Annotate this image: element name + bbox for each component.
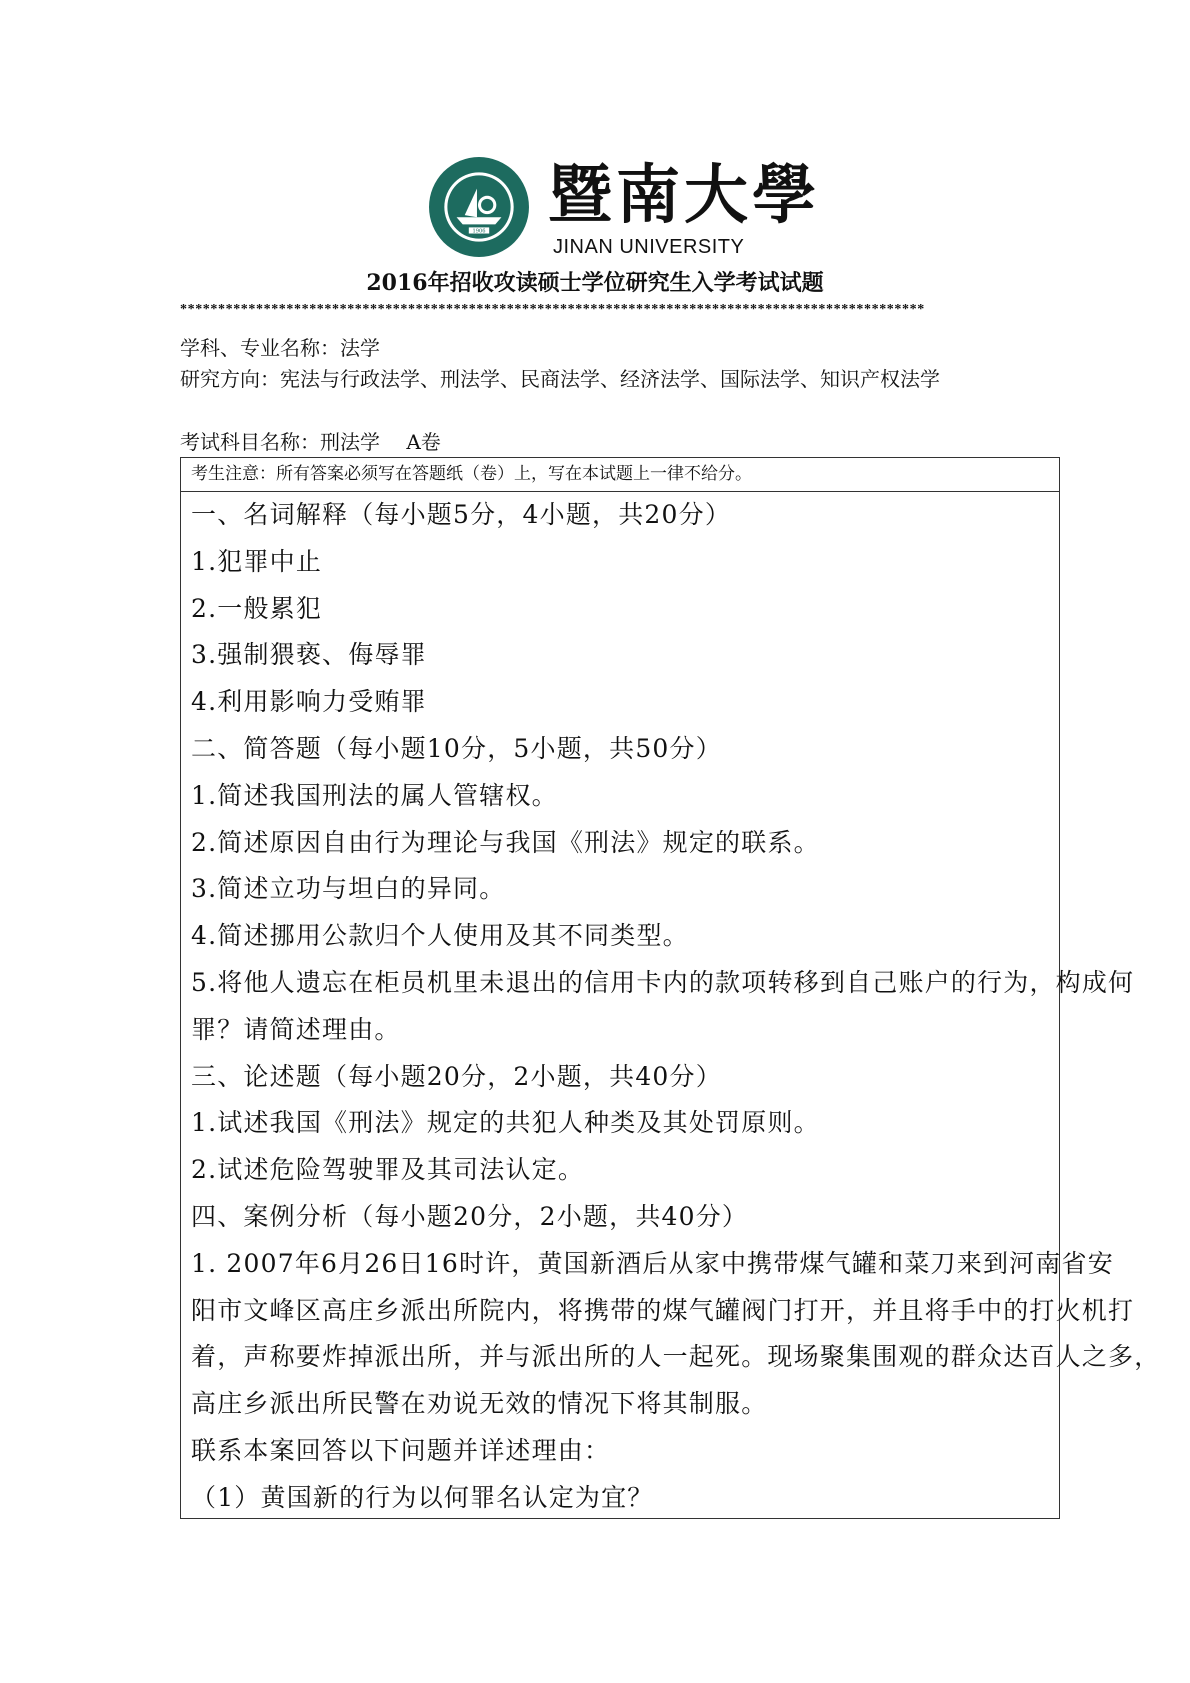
question-line: 3.强制猥亵、侮辱罪 xyxy=(191,640,427,670)
question-line: 一、名词解释（每小题5分，4小题，共20分） xyxy=(191,500,732,529)
question-line: 联系本案回答以下问题并详述理由： xyxy=(191,1435,611,1465)
question-line: 5.将他人遗忘在柜员机里未退出的信用卡内的款项转移到自己账户的行为，构成何 xyxy=(191,967,1135,997)
question-line: 4.简述挪用公款归个人使用及其不同类型。 xyxy=(191,921,689,951)
question-line: 1.简述我国刑法的属人管辖权。 xyxy=(191,780,558,810)
question-line: 2.一般累犯 xyxy=(191,593,323,623)
question-line: 3.简述立功与坦白的异同。 xyxy=(191,874,506,904)
exam-title: 2016年招收攻读硕士学位研究生入学考试试题 xyxy=(366,270,824,296)
exam-subject: 考试科目名称：刑法学 A卷 xyxy=(180,430,441,454)
question-line: 1. 2007年6月26日16时许，黄国新酒后从家中携带煤气罐和菜刀来到河南省安 xyxy=(191,1248,1114,1278)
question-line: 2.简述原因自由行为理论与我国《刑法》规定的联系。 xyxy=(191,827,820,857)
question-line: 三、论述题（每小题20分，2小题，共40分） xyxy=(191,1061,722,1091)
university-seal-logo xyxy=(428,156,530,258)
question-box xyxy=(180,457,1161,1519)
question-line: 4.利用影响力受贿罪 xyxy=(191,687,427,717)
candidate-notice: 考生注意：所有答案必须写在答题纸（卷）上，写在本试题上一律不给分。 xyxy=(181,458,1059,492)
seal-year: 1906 xyxy=(472,228,486,235)
logo-chinese-name: 暨南大學 xyxy=(548,158,820,233)
question-line: 阳市文峰区高庄乡派出所院内，将携带的煤气罐阀门打开，并且将手中的打火机打 xyxy=(191,1295,1135,1325)
question-line: 二、简答题（每小题10分，5小题，共50分） xyxy=(191,733,722,763)
star-divider: ************************************************************************************************** xyxy=(180,302,925,317)
major-name: 学科、专业名称：法学 xyxy=(180,336,380,360)
question-list xyxy=(191,492,1161,1522)
research-direction: 研究方向：宪法与行政法学、刑法学、民商法学、经济法学、国际法学、知识产权法学 xyxy=(180,367,940,391)
question-line: 罪？请简述理由。 xyxy=(191,1014,401,1044)
question-line: 着，声称要炸掉派出所，并与派出所的人一起死。现场聚集围观的群众达百人之多， xyxy=(191,1342,1161,1372)
question-line: （1）黄国新的行为以何罪名认定为宜？ xyxy=(191,1482,654,1512)
logo-english-name: JINAN UNIVERSITY xyxy=(553,236,745,258)
question-line: 1.犯罪中止 xyxy=(191,546,323,576)
question-line: 2.试述危险驾驶罪及其司法认定。 xyxy=(191,1155,585,1185)
question-line: 高庄乡派出所民警在劝说无效的情况下将其制服。 xyxy=(191,1389,768,1419)
question-line: 1.试述我国《刑法》规定的共犯人种类及其处罚原则。 xyxy=(191,1108,820,1138)
question-line: 四、案例分析（每小题20分，2小题，共40分） xyxy=(191,1201,749,1231)
